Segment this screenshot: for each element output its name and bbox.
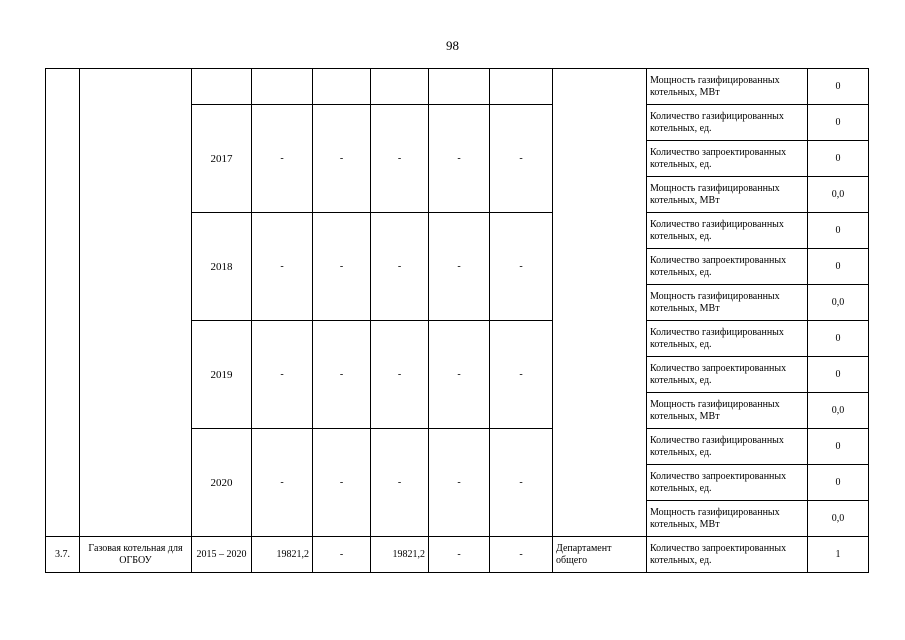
funding-cell: - <box>371 213 429 321</box>
page-number: 98 <box>446 38 459 53</box>
cell-empty <box>371 69 429 105</box>
indicator-value: 0 <box>808 321 869 357</box>
indicator-label: Количество запроектированных котельных, ед. <box>647 357 808 393</box>
indicator-value: 0,0 <box>808 177 869 213</box>
indicator-label: Мощность газифицированных котельных, МВт <box>647 393 808 429</box>
cell-empty <box>252 69 313 105</box>
funding-cell: - <box>371 105 429 213</box>
funding-cell: - <box>429 321 490 429</box>
funding-cell: - <box>252 429 313 537</box>
funding-cell: - <box>313 321 371 429</box>
item-executor: Департамент общего <box>553 537 647 573</box>
indicator-value: 1 <box>808 537 869 573</box>
indicator-label: Количество газифицированных котельных, ед. <box>647 213 808 249</box>
funding-cell: - <box>371 321 429 429</box>
indicator-label: Мощность газифицированных котельных, МВт <box>647 285 808 321</box>
year-cell: 2020 <box>192 429 252 537</box>
year-cell: 2017 <box>192 105 252 213</box>
funding-cell: 19821,2 <box>252 537 313 573</box>
funding-cell: - <box>252 321 313 429</box>
number-cell-continued <box>46 69 80 537</box>
funding-cell: - <box>490 321 553 429</box>
funding-cell: - <box>252 213 313 321</box>
indicator-label: Количество газифицированных котельных, ед. <box>647 321 808 357</box>
funding-cell: 19821,2 <box>371 537 429 573</box>
indicator-label: Количество запроектированных котельных, ед. <box>647 141 808 177</box>
funding-cell: - <box>429 213 490 321</box>
item-number: 3.7. <box>46 537 80 573</box>
item-period: 2015 – 2020 <box>192 537 252 573</box>
funding-cell: - <box>371 429 429 537</box>
indicator-label: Количество запроектированных котельных, ед. <box>647 465 808 501</box>
indicator-label: Количество запроектированных котельных, ед. <box>647 537 808 573</box>
indicator-value: 0 <box>808 429 869 465</box>
cell-empty <box>313 69 371 105</box>
item-name: Газовая котельная для ОГБОУ <box>80 537 192 573</box>
funding-cell: - <box>429 105 490 213</box>
program-table <box>45 68 869 573</box>
indicator-label: Количество запроектированных котельных, ед. <box>647 249 808 285</box>
cell-empty <box>429 69 490 105</box>
indicator-value: 0,0 <box>808 501 869 537</box>
funding-cell: - <box>313 429 371 537</box>
indicator-label: Мощность газифицированных котельных, МВт <box>647 177 808 213</box>
indicator-value: 0 <box>808 105 869 141</box>
funding-cell: - <box>490 537 553 573</box>
indicator-value: 0,0 <box>808 393 869 429</box>
funding-cell: - <box>490 213 553 321</box>
indicator-value: 0 <box>808 465 869 501</box>
indicator-label: Количество газифицированных котельных, ед. <box>647 429 808 465</box>
funding-cell: - <box>252 105 313 213</box>
executor-cell-continued <box>553 69 647 537</box>
name-cell-continued <box>80 69 192 537</box>
indicator-value: 0,0 <box>808 285 869 321</box>
indicator-label: Количество газифицированных котельных, ед. <box>647 105 808 141</box>
funding-cell: - <box>490 429 553 537</box>
indicator-value: 0 <box>808 69 869 105</box>
funding-cell: - <box>429 537 490 573</box>
cell-empty <box>490 69 553 105</box>
indicator-label: Мощность газифицированных котельных, МВт <box>647 501 808 537</box>
indicator-value: 0 <box>808 141 869 177</box>
indicator-label: Мощность газифицированных котельных, МВт <box>647 69 808 105</box>
year-cell: 2019 <box>192 321 252 429</box>
funding-cell: - <box>429 429 490 537</box>
year-cell: 2018 <box>192 213 252 321</box>
indicator-value: 0 <box>808 357 869 393</box>
funding-cell: - <box>313 105 371 213</box>
funding-cell: - <box>313 213 371 321</box>
indicator-value: 0 <box>808 249 869 285</box>
indicator-value: 0 <box>808 213 869 249</box>
funding-cell: - <box>313 537 371 573</box>
year-cell-empty <box>192 69 252 105</box>
funding-cell: - <box>490 105 553 213</box>
